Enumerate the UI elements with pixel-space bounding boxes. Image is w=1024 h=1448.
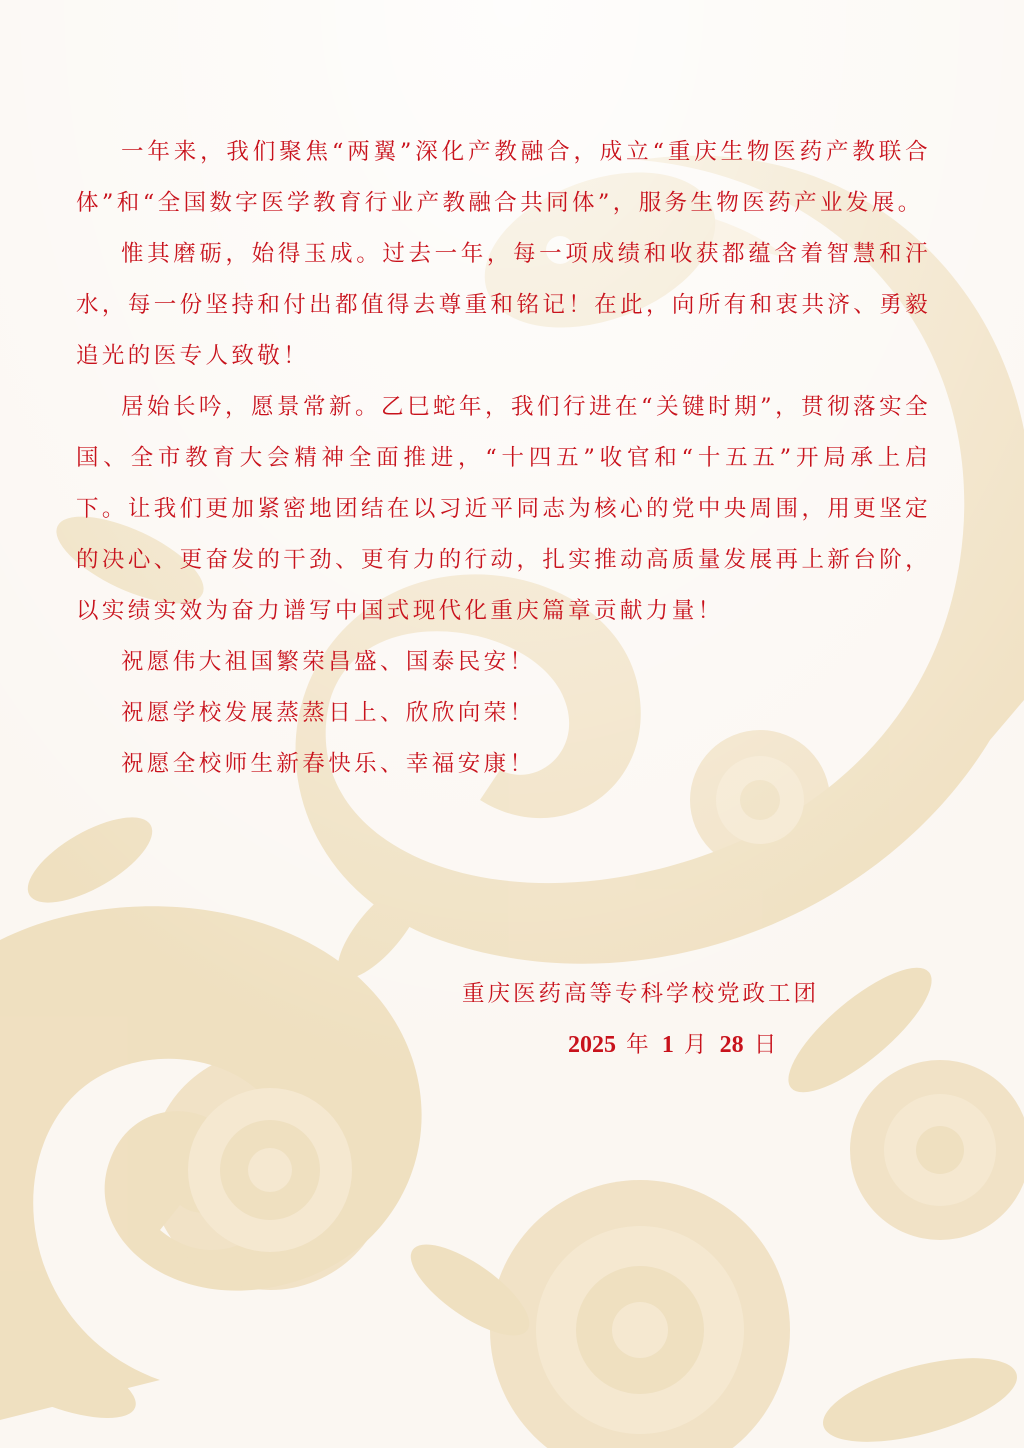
paragraph-gratitude: 惟其磨砺，始得玉成。过去一年，每一项成绩和收获都蕴含着智慧和汗水，每一份坚持和付出都值得去尊重和铭记！在此，向所有和衷共济、勇毅追光的医专人致敬！ [76,241,931,369]
date-month-unit: 月 [683,1032,710,1058]
date-year: 2025 [568,1032,616,1058]
date-month: 1 [661,1032,674,1058]
date-year-unit: 年 [626,1032,652,1058]
wish-country: 祝愿伟大祖国繁荣昌盛、国泰民安！ [121,649,536,675]
signature-date [568,1027,779,1059]
wish-faculty-students: 祝愿全校师生新春快乐、幸福安康！ [121,751,536,777]
paragraph-outlook: 居始长吟，愿景常新。乙巳蛇年，我们行进在“关键时期”，贯彻落实全国、全市教育大会精神全面推进，“十四五”收官和“十五五”开局承上启下。让我们更加紧密地团结在以习近平同志为核心的党中央周围，用更坚定的决心、更奋发的干劲、更有力的行动，扎实推动高质量发展再上新台阶，以实绩实效为奋力谱写中国式现代化重庆篇章贡献力量！ [76,394,931,624]
signature-organization: 重庆医药高等专科学校党政工团 [462,981,820,1007]
date-day-unit: 日 [753,1032,780,1058]
wish-school: 祝愿学校发展蒸蒸日上、欣欣向荣！ [121,700,536,726]
date-day: 28 [719,1032,744,1058]
paragraph-achievements: 一年来，我们聚焦“两翼”深化产教融合，成立“重庆生物医药产教联合体”和“全国数字医学教育行业产教融合共同体”，服务生物医药产业发展。 [76,139,931,216]
